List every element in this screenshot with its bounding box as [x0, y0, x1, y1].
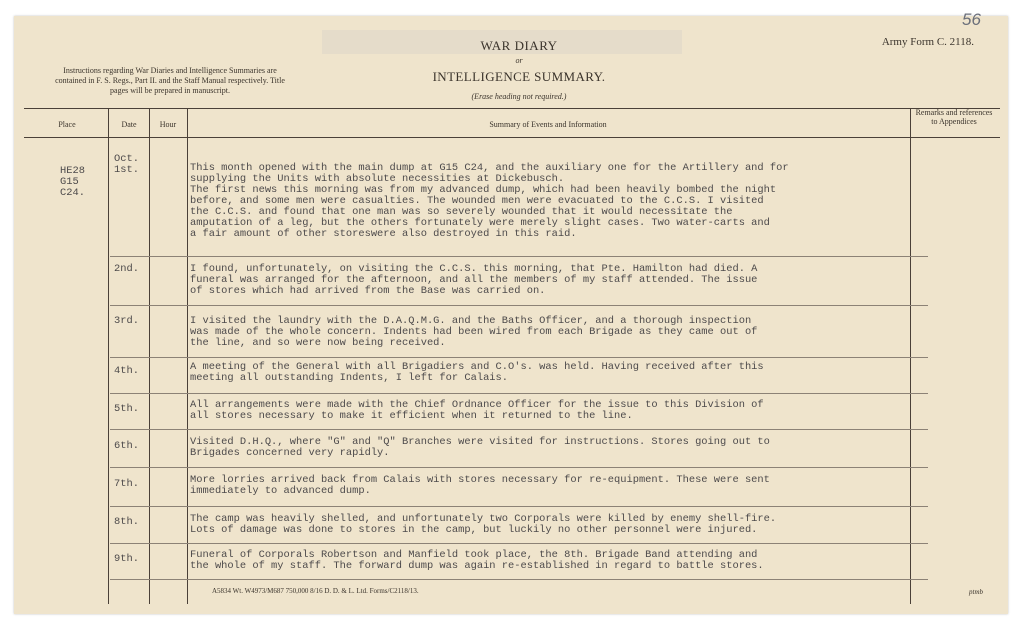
- page-number: 56: [962, 10, 981, 29]
- entry-rule: [110, 357, 928, 358]
- entry-text: Visited D.H.Q., where "G" and "Q" Branches were visited for instructions. Stores going out to Brigades concerned very rapidly.: [190, 436, 770, 459]
- col-divider-place: [108, 108, 109, 604]
- entry-date: 4th.: [114, 365, 139, 377]
- entry-text: This month opened with the main dump at G15 C24, and the auxiliary one for the Artillery and for supplying the Units with absolute necessities at Dickebusch. The first news this morning was from my advanced dump, which had been heavily bombed the night before, and some men were casualties. The wounded men were evacuated to the C.C.S. I visited the C.C.S. and found that one man was so severely wounded that it would necessitate the amputation of a leg, but the others fortunately were merely slight cases. Two water-carts and a fair amount of other storeswere also destroyed in this raid.: [190, 162, 789, 240]
- entry-text: All arrangements were made with the Chief Ordnance Officer for the issue to this Division of all stores necessary to make it efficient when it returned to the line.: [190, 399, 764, 422]
- entry-text: I found, unfortunately, on visiting the C.C.S. this morning, that Pte. Hamilton had died. A funeral was arranged for the afternoon, and all the members of my staff attended. The issue of stores which had arrived from the Base was carried on.: [190, 263, 758, 297]
- col-header-summary: Summary of Events and Information: [489, 120, 607, 129]
- entry-rule: [110, 543, 928, 544]
- entry-rule: [110, 393, 928, 394]
- printer-imprint: A5834 Wt. W4973/M687 750,000 8/16 D. D. & L. Ltd. Forms/C2118/13.: [212, 587, 419, 595]
- erase-note: (Erase heading not required.): [471, 92, 567, 101]
- title-or: or: [515, 56, 523, 65]
- entry-rule: [110, 256, 928, 257]
- entry-rule: [110, 305, 928, 306]
- instructions-note: Instructions regarding War Diaries and Intelligence Summaries are contained in F. S. Regs., Part II. and the Staff Manual respectively. Title pages will be prepared in manuscript.: [55, 66, 285, 95]
- col-divider-summary: [910, 108, 911, 604]
- entry-date: 8th.: [114, 516, 139, 528]
- entry-text: I visited the laundry with the D.A.Q.M.G. and the Baths Officer, and a thorough inspection was made of the whole concern. Indents had been wired from each Brigade as they came out of the line, and so were now being received.: [190, 315, 758, 349]
- col-divider-date: [149, 108, 150, 604]
- entry-date: 3rd.: [114, 315, 139, 327]
- entry-date: 6th.: [114, 440, 139, 452]
- place-reference: HE28 G15 C24.: [60, 165, 85, 199]
- col-header-remarks: Remarks and references to Appendices: [915, 108, 993, 126]
- entry-date: Oct. 1st.: [114, 153, 139, 176]
- col-header-hour: Hour: [159, 120, 177, 129]
- page-subtitle: INTELLIGENCE SUMMARY.: [432, 69, 606, 84]
- col-header-date: Date: [121, 120, 137, 129]
- entry-date: 9th.: [114, 553, 139, 565]
- diary-sheet: [14, 10, 1008, 614]
- entry-date: 2nd.: [114, 263, 139, 275]
- entry-rule: [110, 579, 928, 580]
- entry-date: 7th.: [114, 478, 139, 490]
- initials-mark: ptmb: [969, 588, 983, 596]
- col-divider-hour: [187, 108, 188, 604]
- col-header-place: Place: [58, 120, 76, 129]
- entry-text: A meeting of the General with all Brigadiers and C.O's. was held. Having received after this meeting all outstanding Indents, I left for Calais.: [190, 361, 764, 384]
- table-header-rule: [24, 137, 1000, 138]
- form-number: Army Form C. 2118.: [881, 36, 974, 48]
- table-top-rule: [24, 108, 1000, 109]
- entry-text: More lorries arrived back from Calais with stores necessary for re-equipment. These were sent immediately to advanced dump.: [190, 474, 770, 497]
- entry-text: Funeral of Corporals Robertson and Manfield took place, the 8th. Brigade Band attending and the whole of my staff. The forward dump was again re-established in regard to battle stores.: [190, 549, 764, 572]
- entry-rule: [110, 467, 928, 468]
- entry-rule: [110, 506, 928, 507]
- entry-date: 5th.: [114, 403, 139, 415]
- entry-text: The camp was heavily shelled, and unfortunately two Corporals were killed by enemy shell-fire. Lots of damage was done to stores in the camp, but luckily no other personnel were injured.: [190, 513, 777, 536]
- page-title: WAR DIARY: [480, 38, 558, 53]
- entry-rule: [110, 429, 928, 430]
